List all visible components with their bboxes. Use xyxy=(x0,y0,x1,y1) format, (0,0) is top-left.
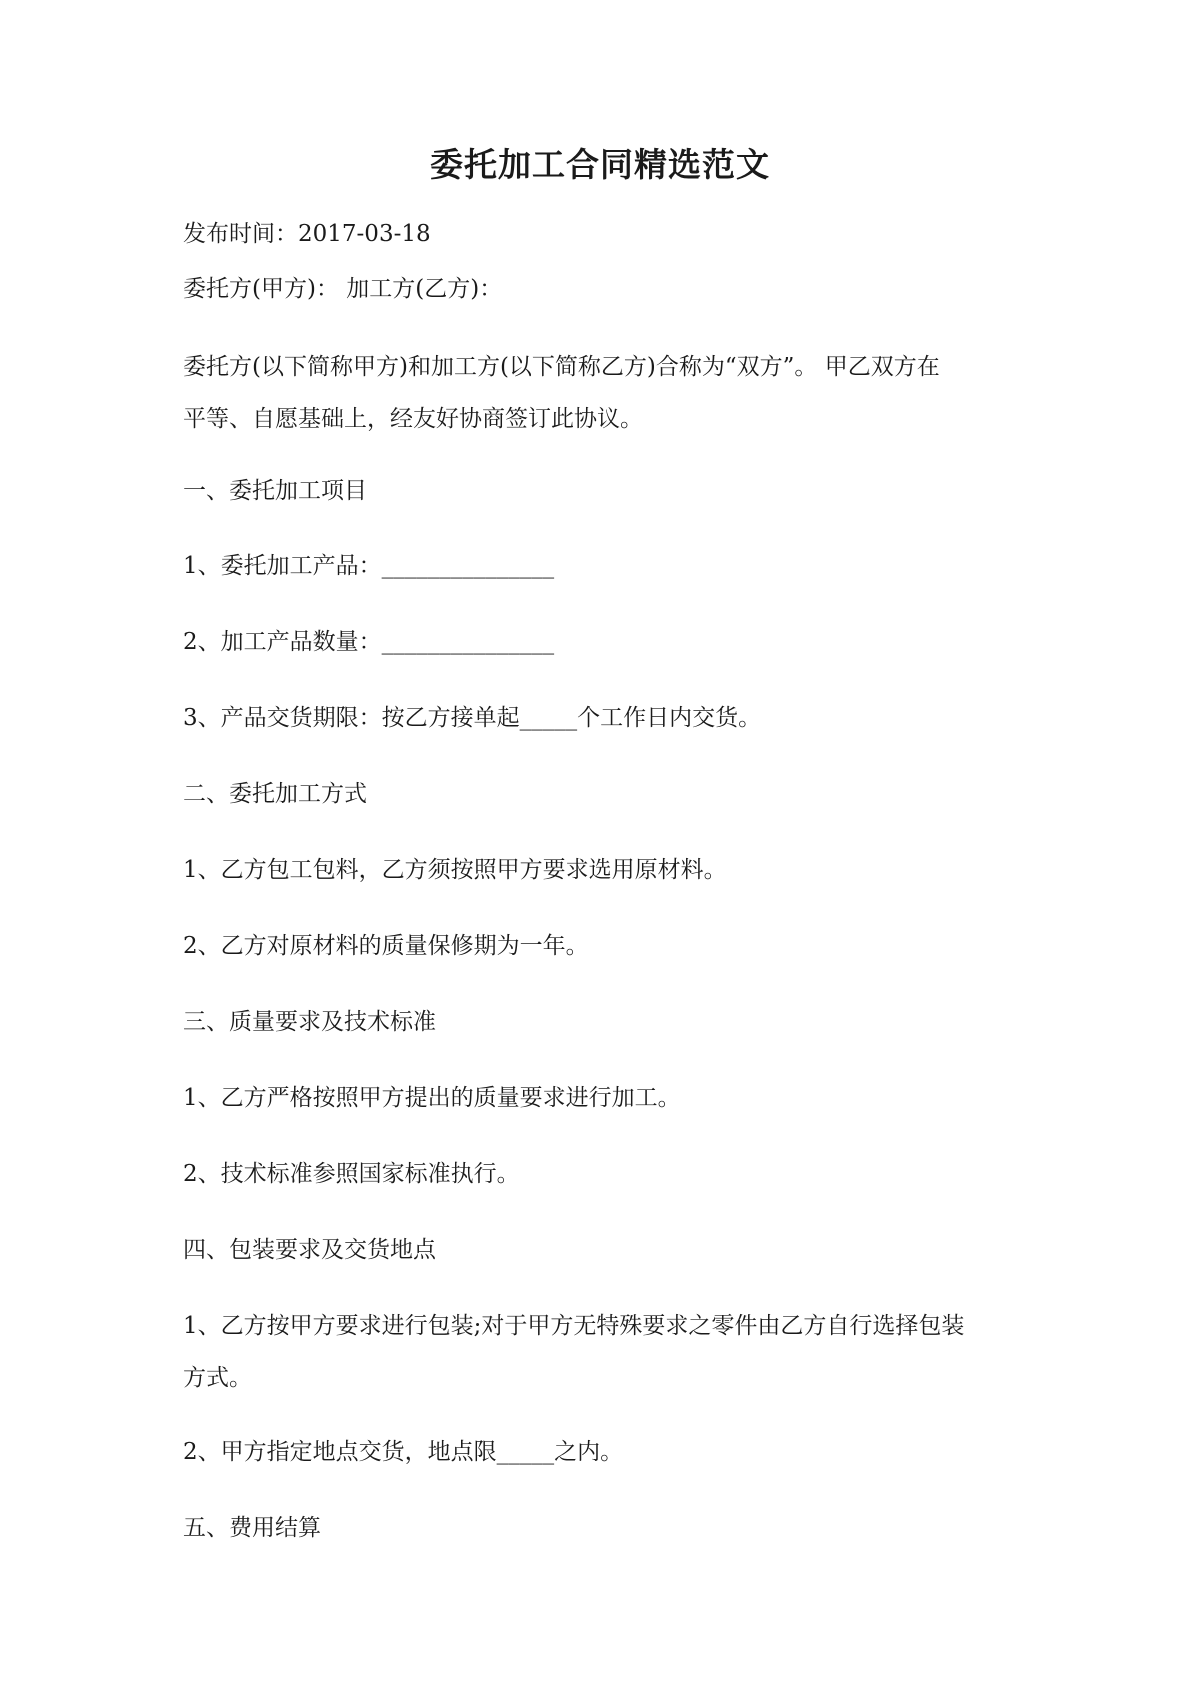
section-3-item-2: 2、技术标准参照国家标准执行。 xyxy=(183,1161,520,1187)
section-1-item-2: 2、加工产品数量：_______________ xyxy=(183,629,555,655)
intro-paragraph-line-1: 委托方(以下简称甲方)和加工方(以下简称乙方)合称为“双方”。 甲乙双方在 xyxy=(183,354,940,380)
publish-date: 发布时间：2017-03-18 xyxy=(183,221,431,247)
section-3-item-1: 1、乙方严格按照甲方提出的质量要求进行加工。 xyxy=(183,1085,681,1111)
section-5-heading: 五、费用结算 xyxy=(183,1515,321,1541)
section-2-heading: 二、委托加工方式 xyxy=(183,781,367,807)
section-4-item-1-line-1: 1、乙方按甲方要求进行包装;对于甲方无特殊要求之零件由乙方自行选择包装 xyxy=(183,1313,965,1339)
parties-line: 委托方(甲方)： 加工方(乙方)： xyxy=(183,276,503,302)
section-4-item-1-line-2: 方式。 xyxy=(183,1365,252,1391)
document-title: 委托加工合同精选范文 xyxy=(430,145,770,184)
section-2-item-1: 1、乙方包工包料，乙方须按照甲方要求选用原材料。 xyxy=(183,857,727,883)
section-1-item-1: 1、委托加工产品：_______________ xyxy=(183,553,555,579)
section-3-heading: 三、质量要求及技术标准 xyxy=(183,1009,436,1035)
intro-paragraph-line-2: 平等、自愿基础上，经友好协商签订此协议。 xyxy=(183,406,643,432)
section-2-item-2: 2、乙方对原材料的质量保修期为一年。 xyxy=(183,933,589,959)
section-1-item-3: 3、产品交货期限：按乙方接单起_____个工作日内交货。 xyxy=(183,705,762,731)
section-4-item-2: 2、甲方指定地点交货，地点限_____之内。 xyxy=(183,1439,624,1465)
section-4-heading: 四、包装要求及交货地点 xyxy=(183,1237,436,1263)
section-1-heading: 一、委托加工项目 xyxy=(183,478,367,504)
